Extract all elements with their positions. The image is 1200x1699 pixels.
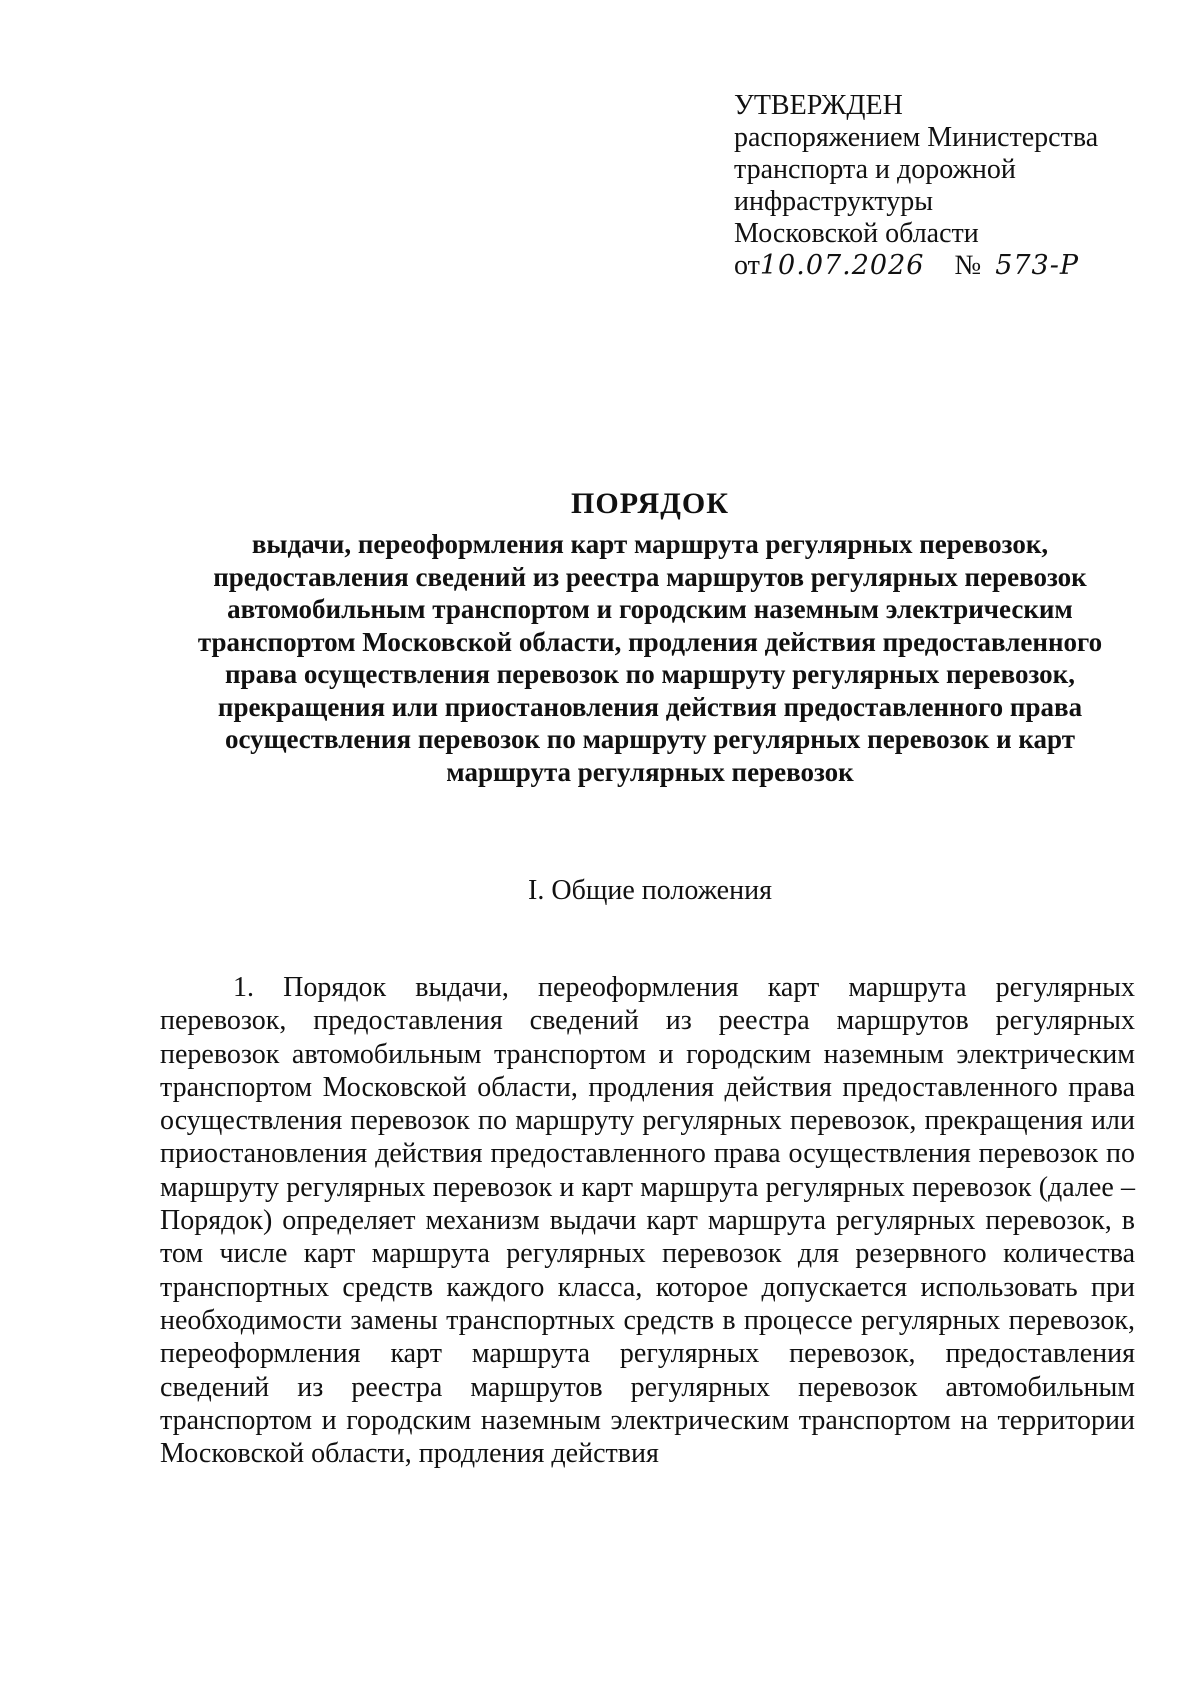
document-subtitle: выдачи, переоформления карт маршрута регулярных перевозок, предоставления сведений из реестра маршрутов регулярных перевозок автомобильным транспортом и городским наземным электрическим транспортом Московской области, продления действия предоставленного права осуществления перевозок по маршруту регулярных перевозок, прекращения или приостановления действия предоставленного права осуществления перевозок по маршруту регулярных перевозок и карт маршрута регулярных перевозок bbox=[197, 529, 1103, 787]
approval-stamp-block bbox=[734, 90, 1154, 282]
approval-line-region: Московской области bbox=[734, 218, 979, 249]
handwritten-number: 573-Р bbox=[995, 250, 1080, 281]
handwritten-date: 10.07.2026 bbox=[759, 250, 925, 281]
approval-line-ministry: распоряжением Министерства bbox=[734, 122, 1099, 153]
date-prefix: от bbox=[734, 250, 760, 281]
approved-label: УТВЕРЖДЕН bbox=[734, 90, 903, 121]
approval-line-transport: транспорта и дорожной bbox=[734, 154, 1016, 185]
document-title: ПОРЯДОК bbox=[571, 487, 729, 520]
section-heading: I. Общие положения bbox=[528, 875, 772, 906]
approval-line-infrastructure: инфраструктуры bbox=[734, 186, 934, 217]
document-title-block bbox=[160, 486, 1140, 788]
paragraph-1: 1. Порядок выдачи, переоформления карт маршрута регулярных перевозок, предоставления сведений из реестра маршрутов регулярных перевозок автомобильным транспортом и городским наземным электрическим транспортом Московской области, продления действия предоставленного права осуществления перевозок по маршруту регулярных перевозок, прекращения или приостановления действия предоставленного права осуществления перевозок по маршруту регулярных перевозок и карт маршрута регулярных перевозок (далее – Порядок) определяет механизм выдачи карт маршрута регулярных перевозок, в том числе карт маршрута регулярных перевозок для резервного количества транспортных средств каждого класса, которое допускается использовать при необходимости замены транспортных средств в процессе регулярных перевозок, переоформления карт маршрута регулярных перевозок, предоставления сведений из реестра маршрутов регулярных перевозок автомобильным транспортом и городским наземным электрическим транспортом на территории Московской области, продления действия bbox=[160, 972, 1135, 1470]
approval-date-line bbox=[734, 250, 1154, 282]
number-sign: № bbox=[954, 250, 982, 281]
